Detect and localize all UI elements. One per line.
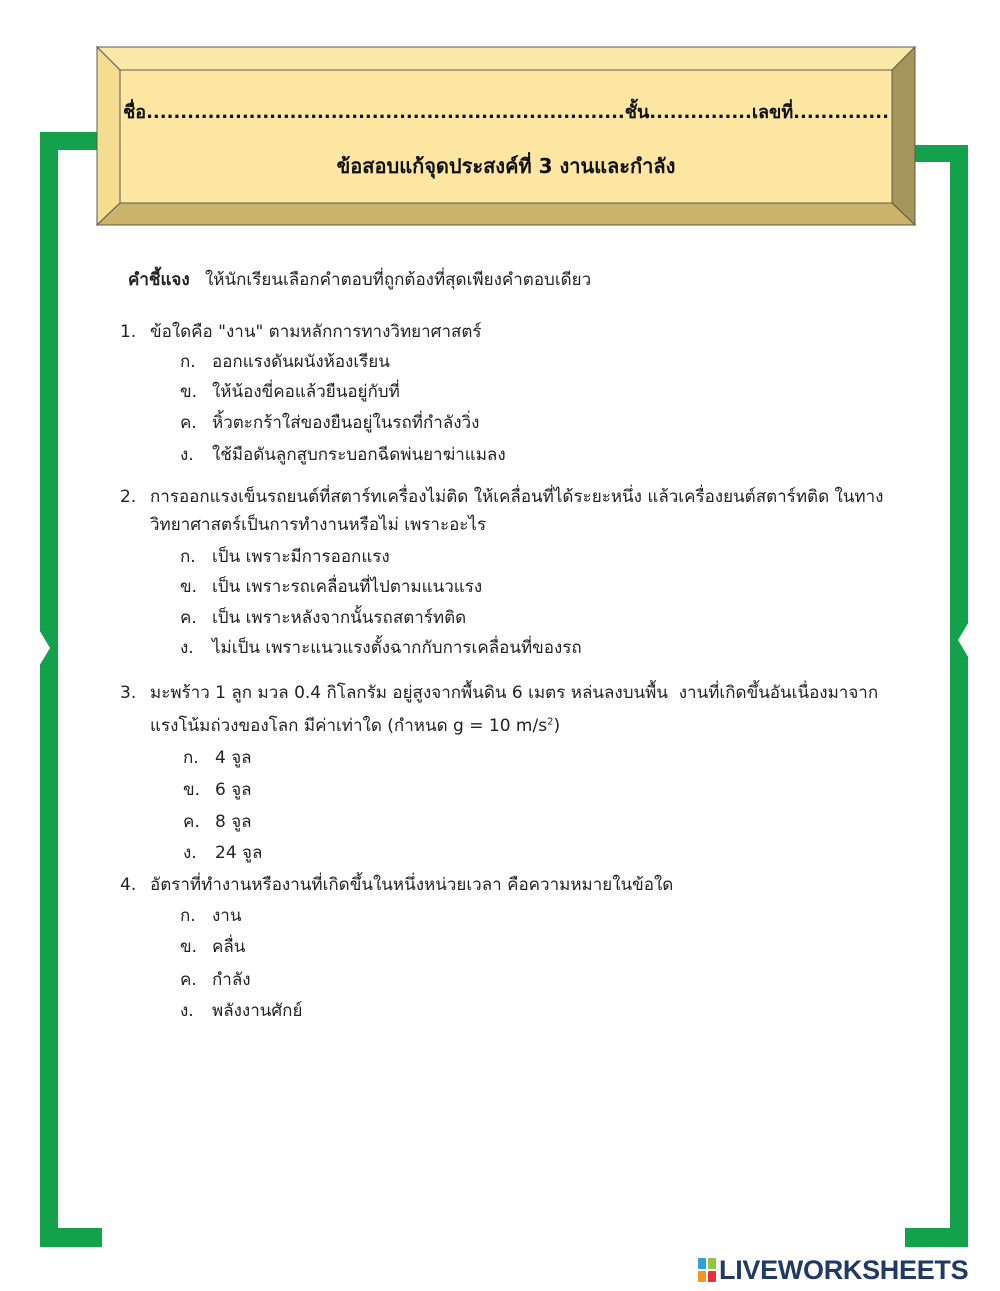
option-letter: ข. [180,577,198,597]
question-number: 2. [120,487,137,507]
question-text: ข้อใดคือ "งาน" ตามหลักการทางวิทยาศาสตร์ [150,322,482,342]
green-frame-left [38,132,102,1247]
option-text: ไม่เป็น เพราะแนวแรงตั้งฉากกับการเคลื่อนที่ของรถ [212,638,582,658]
q4-option-c[interactable] [180,967,251,993]
option-text: หิ้วตะกร้าใส่ของยืนอยู่ในรถที่กำลังวิ่ง [212,413,480,433]
option-letter: ก. [180,906,196,926]
question-text: การออกแรงเข็นรถยนต์ที่สตาร์ทเครื่องไม่ติด ให้เคลื่อนที่ได้ระยะหนึ่ง แล้วเครื่องยนต์สตาร์ทติด ในทาง [150,487,884,507]
instructions-text: ให้นักเรียนเลือกคำตอบที่ถูกต้องที่สุดเพียงคำตอบเดียว [205,270,592,290]
liveworksheets-logo-icon [698,1258,716,1282]
logo-tile [708,1258,716,1269]
option-letter: ก. [183,748,199,768]
option-letter: ง. [180,1001,194,1021]
option-text: ใช้มือดันลูกสูบกระบอกฉีดพ่นยาฆ่าแมลง [212,445,506,465]
option-text: 8 จูล [215,812,252,832]
header-bevel-right [892,47,915,225]
option-letter: ค. [180,413,197,433]
q1-option-d[interactable] [180,442,506,468]
header-bevel-top [97,47,915,70]
q4-option-d[interactable] [180,998,302,1024]
logo-tile [708,1271,716,1282]
option-text: งาน [212,906,242,926]
green-frame-left-bottom [40,1228,102,1247]
question-number: 1. [120,322,137,342]
q2-option-d[interactable] [180,635,582,661]
option-letter: ค. [180,970,197,990]
q1-option-a[interactable] [180,349,390,375]
header-bevel-left [97,47,120,225]
option-text: ออกแรงดันผนังห้องเรียน [212,352,390,372]
q2-option-c[interactable] [180,605,466,631]
question-text-line-2 [150,713,560,739]
option-text: กำลัง [212,970,251,990]
q4-option-a[interactable] [180,903,241,929]
q3-option-c[interactable] [183,809,252,835]
header-face [120,70,892,203]
question-text: มะพร้าว 1 ลูก มวล 0.4 กิโลกรัม อยู่สูงจากพื้นดิน 6 เมตร หล่นลงบนพื้น งานที่เกิดขึ้นอันเนื่องมาจาก [150,683,879,703]
option-text: พลังงานศักย์ [212,1001,303,1021]
header-box [97,47,915,225]
worksheet-title: ข้อสอบแก้จุดประสงค์ที่ 3 งานและกำลัง [336,154,676,178]
green-frame-left-bar [40,132,58,1247]
question-number: 3. [120,683,137,703]
question-number: 4. [120,875,137,895]
option-letter: ข. [180,382,198,402]
q2-option-b[interactable] [180,574,482,600]
question-text-end: ) [553,716,561,736]
q3-option-d[interactable] [183,840,262,866]
option-text: 24 จูล [215,843,263,863]
q1-option-c[interactable] [180,410,479,436]
q3-option-b[interactable] [183,777,252,803]
student-info-line: ชื่อ......................................................................ชั้น...............เลขที่.............. [123,102,889,123]
option-letter: ง. [180,445,194,465]
option-text: 6 จูล [215,780,252,800]
liveworksheets-logo[interactable] [698,1254,968,1286]
header-bevel-bottom [97,203,915,225]
option-text: คลื่น [212,937,246,957]
option-text: เป็น เพราะหลังจากนั้นรถสตาร์ทติด [212,608,467,628]
option-text: ให้น้องขี่คอแล้วยืนอยู่กับที่ [212,382,400,402]
logo-tile [698,1271,706,1282]
q2-option-a[interactable] [180,544,390,570]
green-frame-right [905,145,970,1247]
option-text: เป็น เพราะรถเคลื่อนที่ไปตามแนวแรง [212,577,483,597]
option-letter: ค. [180,608,197,628]
unit-superscript: 2 [547,716,554,728]
liveworksheets-logo-text: LIVEWORKSHEETS [719,1255,969,1285]
instructions-label: คำชี้แจง [128,270,190,290]
question-text-main: แรงโน้มถ่วงของโลก มีค่าเท่าใด (กำหนด g = 10 m/s [150,716,548,736]
q3-option-a[interactable] [183,745,252,771]
option-letter: ค. [183,812,200,832]
q1-option-b[interactable] [180,379,400,405]
question-text: อัตราที่ทำงานหรืองานที่เกิดขึ้นในหนึ่งหน่วยเวลา คือความหมายในข้อใด [150,875,674,895]
green-frame-right-bar [950,145,968,1247]
q4-option-b[interactable] [180,934,245,960]
option-letter: ง. [183,843,197,863]
green-frame-right-bottom [905,1228,968,1247]
question-text-line-2: วิทยาศาสตร์เป็นการทำงานหรือไม่ เพราะอะไร [150,515,487,535]
option-letter: ข. [183,780,201,800]
option-text: เป็น เพราะมีการออกแรง [212,547,390,567]
option-letter: ก. [180,352,196,372]
option-letter: ก. [180,547,196,567]
logo-tile [698,1258,706,1269]
option-letter: ง. [180,638,194,658]
option-letter: ข. [180,937,198,957]
option-text: 4 จูล [215,748,252,768]
